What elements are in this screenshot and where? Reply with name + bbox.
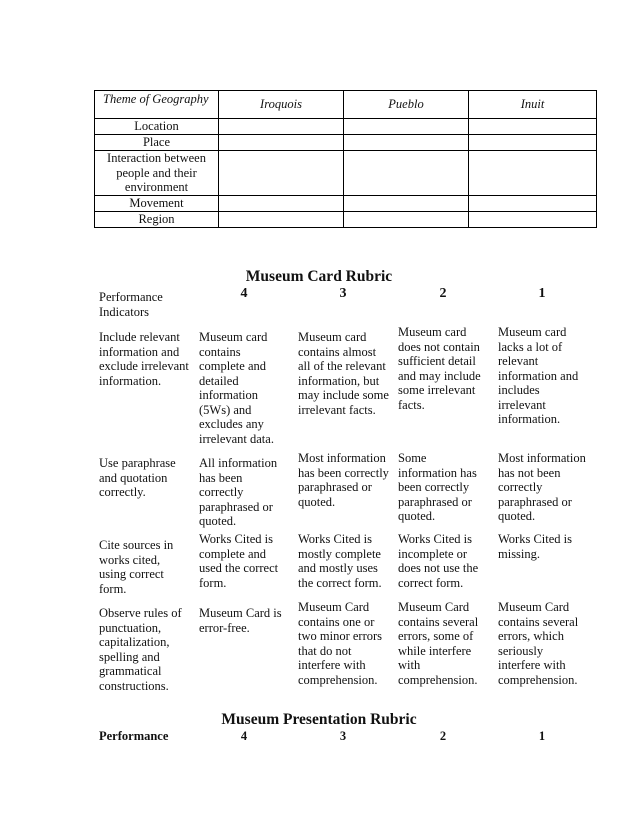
- presentation-score-2: 2: [439, 729, 447, 743]
- geo-cell: [469, 196, 597, 212]
- geo-header-inuit: Inuit: [469, 91, 597, 119]
- score-header-1: 1: [538, 286, 546, 301]
- presentation-performance-header: Performance: [99, 729, 169, 743]
- geo-cell: [469, 212, 597, 228]
- rubric-indicator: Use paraphrase and quotation correctly.: [99, 456, 176, 499]
- table-row: [95, 151, 597, 196]
- geo-header-pueblo: Pueblo: [344, 91, 469, 119]
- rubric-cell-1: Museum card lacks a lot of relevant information and includes irrelevant information.: [498, 325, 579, 426]
- geo-cell: [344, 196, 469, 212]
- geo-cell: [344, 119, 469, 135]
- rubric-cell-2: Works Cited is incomplete or does not use the correct form.: [398, 532, 479, 590]
- rubric-cell-3: Most information has been correctly paraphrased or quoted.: [298, 451, 389, 509]
- geo-cell: [344, 151, 469, 196]
- table-row: [95, 212, 597, 228]
- geography-table-header: [95, 91, 597, 119]
- rubric-cell-3: Museum Card contains one or two minor errors that do not interfere with comprehension.: [298, 600, 383, 687]
- geo-cell: [219, 151, 344, 196]
- table-row: [95, 119, 597, 135]
- geo-row-label: Place: [95, 135, 219, 151]
- geo-row-label: Location: [95, 119, 219, 135]
- geography-table: [94, 90, 597, 228]
- rubric-cell-1: Most information has not been correctly paraphrased or quoted.: [498, 451, 586, 523]
- museum-presentation-rubric-title: Museum Presentation Rubric: [221, 711, 417, 728]
- rubric-indicator: Cite sources in works cited, using correct form.: [99, 538, 174, 596]
- geo-cell: [469, 135, 597, 151]
- rubric-cell-4: All information has been correctly paraphrased or quoted.: [199, 456, 278, 528]
- museum-card-rubric-title: Museum Card Rubric: [245, 268, 393, 285]
- geo-row-label: Interaction between people and their environment: [95, 151, 219, 196]
- geo-cell: [219, 196, 344, 212]
- rubric-cell-2: Museum card does not contain sufficient detail and may include some irrelevant facts.: [398, 325, 481, 412]
- geo-header-theme: Theme of Geography: [95, 91, 219, 119]
- rubric-indicator: Include relevant information and exclude irrelevant information.: [99, 330, 189, 388]
- table-row: [95, 196, 597, 212]
- geo-cell: [219, 135, 344, 151]
- geo-header-iroquois: Iroquois: [219, 91, 344, 119]
- rubric-cell-1: Works Cited is missing.: [498, 532, 572, 561]
- geo-row-label: Movement: [95, 196, 219, 212]
- presentation-score-3: 3: [339, 729, 347, 743]
- geo-cell: [219, 119, 344, 135]
- geo-cell: [469, 119, 597, 135]
- rubric-cell-4: Works Cited is complete and used the correct form.: [199, 532, 279, 590]
- presentation-score-1: 1: [538, 729, 546, 743]
- geo-cell: [344, 212, 469, 228]
- rubric-cell-2: Museum Card contains several errors, some of while interfere with comprehension.: [398, 600, 479, 687]
- rubric-indicator: Observe rules of punctuation, capitalization, spelling and grammatical constructions.: [99, 606, 182, 693]
- rubric-cell-2: Some information has been correctly paraphrased or quoted.: [398, 451, 477, 523]
- geo-row-label: Region: [95, 212, 219, 228]
- rubric-cell-1: Museum Card contains several errors, which seriously interfere with comprehension.: [498, 600, 579, 687]
- score-header-3: 3: [339, 286, 347, 301]
- rubric-cell-4: Museum card contains complete and detailed information (5Ws) and excludes any irrelevant data.: [199, 330, 274, 446]
- performance-indicators-header: Performance Indicators: [99, 290, 163, 319]
- rubric-cell-4: Museum Card is error-free.: [199, 606, 282, 635]
- presentation-score-4: 4: [240, 729, 248, 743]
- geo-cell: [469, 151, 597, 196]
- rubric-cell-3: Works Cited is mostly complete and mostly uses the correct form.: [298, 532, 382, 590]
- table-row: [95, 135, 597, 151]
- geo-cell: [219, 212, 344, 228]
- rubric-cell-3: Museum card contains almost all of the relevant information, but may include some irrelevant facts.: [298, 330, 389, 417]
- score-header-4: 4: [240, 286, 248, 301]
- geo-cell: [344, 135, 469, 151]
- score-header-2: 2: [439, 286, 447, 301]
